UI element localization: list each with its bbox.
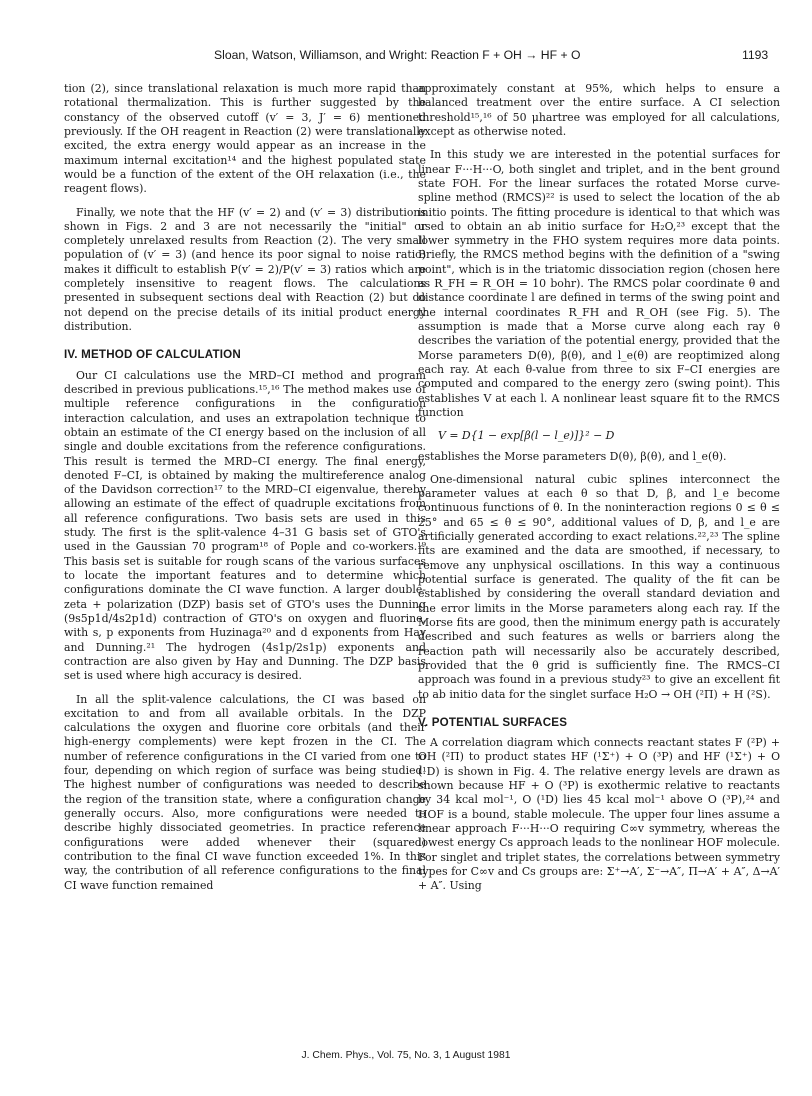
running-header (0, 48, 812, 68)
paragraph: tion (2), since translational relaxation is much more rapid than rotational thermalization. This is further suggested by the constancy of the observed cutoff (v′ = 3, J′ = 6) mentioned previously. If the OH reagent in Reaction (2) were translationally excited, the extra energy would appear as an increase in the maximum internal excitation¹⁴ and the highest populated state would be a function of the extent of the OH relaxation (i.e., the reagent flows). (64, 82, 426, 196)
paragraph: One-dimensional natural cubic splines interconnect the parameter values at each θ so that D, β, and l_e become continuous functions of θ. In the noninteraction regions 0 ≤ θ ≤ 25° and 65 ≤ θ ≤ 90°, additional values of D, β, and l_e are artificially generated according to exact relations.²²,²³ The spline fits are examined and the data are smoothed, if necessary, to remove any unphysical oscillations. In this way a continuous potential surface is generated. The quality of the fit can be established by considering the overall standard deviation and the error limits in the Morse parameters along each ray. If the Morse fits are good, then the minimum energy path is accurately described and such features as wells or barriers along the reaction path will necessarily also be accurately described, provided that the θ grid is sufficiently fine. The RMCS–CI approach was found in a previous study²³ to give an excellent fit to ab initio data for the singlet surface H₂O → OH (²Π) + H (²S). (418, 472, 780, 701)
right-column (418, 82, 780, 903)
paragraph: In this study we are interested in the potential surfaces for linear F···H···O, both singlet and triplet, and in the bent ground state FOH. For the linear surfaces the rotated Morse curve-spline method (RMCS)²² is used to select the location of the ab initio points. The fitting procedure is identical to that which was used to obtain an ab initio surface for H₂O,²³ except that the lower symmetry in the FHO system requires more data points. Briefly, the RMCS method begins with the definition of a "swing point", which is in the triatomic dissociation region (chosen here as R_FH = R_OH = 10 bohr). The RMCS polar coordinate θ and distance coordinate l are defined in terms of the swing point and the internal coordinates R_FH and R_OH (see Fig. 5). The assumption is made that a Morse curve along each ray θ describes the variation of the potential energy, provided that the Morse parameters D(θ), β(θ), and l_e(θ) are reoptimized along each ray. At each θ-value from three to six F–CI energies are computed and compared to the energy zero (swing point). This establishes V at each l. A nonlinear least square fit to the RMCS function (418, 148, 780, 419)
paragraph: A correlation diagram which connects reactant states F (²P) + OH (²Π) to product states HF (¹Σ⁺) + O (³P) and HF (¹Σ⁺) + O (¹D) is shown in Fig. 4. The relative energy levels are drawn as shown because HF + O (³P) is exothermic relative to reactants by 34 kcal mol⁻¹, O (¹D) lies 45 kcal mol⁻¹ above O (³P),²⁴ and HOF is a bound, stable molecule. The upper four lines assume a linear approach F···H···O requiring C∞v symmetry, whereas the lowest energy Cs approach leads to the nonlinear HOF molecule. For singlet and triplet states, the correlations between symmetry types for C∞v and Cs groups are: Σ⁺→A′, Σ⁻→A″, Π→A′ + A″, Δ→A′ + A″. Using (418, 736, 780, 893)
page-number: 1193 (742, 48, 769, 62)
paragraph: establishes the Morse parameters D(θ), β(θ), and l_e(θ). (418, 449, 727, 463)
paragraph: Finally, we note that the HF (v′ = 2) and (v′ = 3) distributions shown in Figs. 2 and 3 are not necessarily the "initial" or completely unrelaxed results from Reaction (2). The very small population of (v′ = 3) (and hence its poor signal to noise ratio) makes it difficult to establish P(v′ = 2)/P(v′ = 3) ratios which are completely insensitive to reagent flows. The calculations presented in subsequent sections deal with Reaction (2) but do not depend on the precise details of its initial product energy distribution. (64, 205, 426, 333)
journal-citation: J. Chem. Phys., Vol. 75, No. 3, 1 August 1981 (301, 1050, 511, 1061)
section-heading: V. POTENTIAL SURFACES (418, 715, 568, 729)
equation: V = D{1 − exp[β(l − l_e)]}² − D (438, 429, 615, 443)
paragraph: approximately constant at 95%, which helps to ensure a balanced treatment over the entire surface. A CI selection threshold¹⁵,¹⁶ of 50 μhartree was employed for all calculations, except as otherwise noted. (418, 82, 780, 138)
running-title: Sloan, Watson, Williamson, and Wright: Reaction F + OH → HF + O (214, 48, 581, 62)
paragraph: In all the split-valence calculations, the CI was based on excitation to and from all available orbitals. In the DZP calculations the oxygen and fluorine core orbitals (and their high-energy complements) were kept frozen in the CI. The number of reference configurations in the CI varied from one to four, depending on which region of surface was being studied. The highest number of configurations was needed to describe the region of the transition state, where a configuration change generally occurs. Also, more configurations were needed to describe highly dissociated geometries. In practice reference configurations were added whenever their (squared) contribution to the final CI wave function exceeded 1%. In this way, the contribution of all reference configurations to the final CI wave function remained (64, 692, 426, 892)
paragraph: Our CI calculations use the MRD–CI method and program described in previous publications.¹⁵,¹⁶ The method makes use of multiple reference configurations in the configuration interaction calculation, and uses an extrapolation technique to obtain an estimate of the CI energy based on the inclusion of all single and double excitations from the reference configurations. This result is termed the MRD–CI energy. The final energy, denoted F–CI, is obtained by making the multireference analog of the Davidson correction¹⁷ to the MRD–CI eigenvalue, thereby allowing an estimate of the effect of quadruple excitations from all reference configurations. Two basis sets are used in this study. The first is the split-valence 4–31 G basis set of GTO's used in the Gaussian 70 program¹⁸ of Pople and co-workers.¹⁹ This basis set is suitable for rough scans of the various surfaces to locate the important features and to determine which configurations dominate the CI wave function. A larger double-zeta + polarization (DZP) basis set of GTO's uses the Dunning (9s5p1d/4s2p1d) contraction of GTO's on oxygen and fluorine, with s, p exponents from Huzinaga²⁰ and d exponents from Hay and Dunning.²¹ The hydrogen (4s1p/2s1p) exponents and contraction are also given by Hay and Dunning. The DZP basis set is used where high accuracy is desired. (64, 368, 426, 683)
section-heading: IV. METHOD OF CALCULATION (64, 348, 241, 362)
left-column (64, 82, 426, 902)
